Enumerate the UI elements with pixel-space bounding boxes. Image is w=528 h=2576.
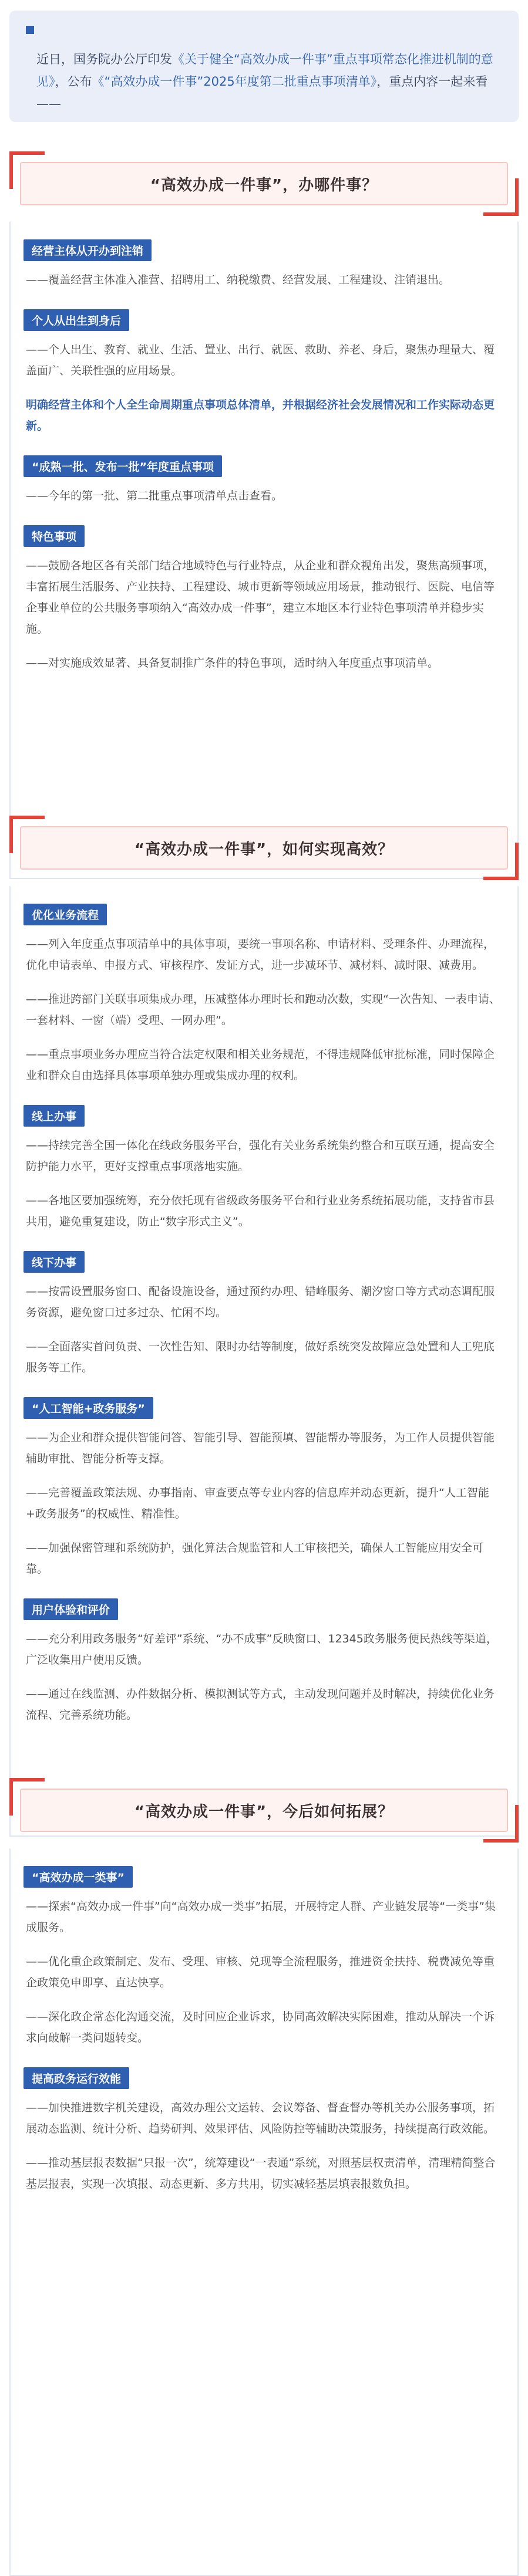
section-header [9,816,519,880]
paragraph: ——充分利用政务服务“好差评”系统、“办不成事”反映窗口、12345政务服务便民热线等渠道，广泛收集用户使用反馈。 [26,1632,497,1666]
subheading-row [26,1593,502,1628]
section-title: “高效办成一件事”，办哪件事？ [20,162,508,205]
section-3 [9,1778,519,2576]
subheading-tag: “成熟一批、发布一批”年度重点事项 [23,455,222,477]
paragraph: ——加强保密管理和系统防护，强化算法合规监管和人工审核把关，确保人工智能应用安全可靠。 [26,1541,484,1576]
paragraph: ——探索“高效办成一件事”向“高效办成一类事”拓展，开展特定人群、产业链发展等“一类事”集成服务。 [26,1900,496,1934]
section-body [9,886,519,1837]
intro-text-1: 近日，国务院办公厅印发 [36,52,172,66]
section-header [9,151,519,216]
paragraph: ——完善覆盖政策法规、办事指南、审查要点等专业内容的信息库并动态更新，提升“人工智能+政务服务”的权威性、精准性。 [26,1486,489,1520]
subheading-tag: 线下办事 [23,1251,85,1273]
subheading-tag: “人工智能+政务服务” [23,1397,153,1419]
subheading-tag: 经营主体从开办到注销 [23,239,152,261]
doc-link-2[interactable]: 《“高效办成一件事”2025年度第二批重点事项清单》 [92,75,377,89]
subheading-row [26,303,502,339]
subheading-tag: 优化业务流程 [23,904,107,925]
paragraph: ——按需设置服务窗口、配备设施设备，通过预约办理、错峰服务、潮汐窗口等方式动态调配服务资源，避免窗口过多过杂、忙闲不均。 [26,1285,495,1319]
intro-text [36,48,509,115]
paragraph: ——列入年度重点事项清单中的具体事项，要统一事项名称、申请材料、受理条件、办理流程，优化申请表单、申报方式、审核程序、发证方式，进一步减环节、减材料、减时限、减费用。 [26,938,495,972]
section-1 [9,151,519,879]
intro-box [9,11,519,122]
subheading-row [26,1245,502,1281]
section-title: “高效办成一件事”，今后如何拓展？ [20,1789,508,1832]
subheading-row [26,1860,502,1896]
section-body [9,222,519,879]
paragraph: ——个人出生、教育、就业、生活、置业、出行、就医、救助、养老、身后，聚焦办理量大、覆盖面广、关联性强的应用场景。 [26,343,495,377]
paragraph: ——覆盖经营主体准入准营、招聘用工、纳税缴费、经营发展、工程建设、注销退出。 [26,273,450,286]
subheading-tag: “高效办成一类事” [23,1866,133,1888]
paragraph: ——各地区要加强统筹，充分依托现有省级政务服务平台和行业业务系统拓展功能，支持省市县共用，避免重复建设，防止“数字形式主义”。 [26,1194,495,1228]
subheading-tag: 特色事项 [23,525,85,547]
doc-link-1[interactable]: 《关于健全“高效办成一件事”重点事项常态化推进机制的意见》 [36,52,493,89]
paragraph: ——通过在线监测、办件数据分析、模拟测试等方式，主动发现问题并及时解决，持续优化业务流程、完善系统功能。 [26,1688,495,1722]
subheading-tag: 个人从出生到身后 [23,309,129,331]
subheading-tag: 用户体验和评价 [23,1598,118,1620]
paragraph: ——优化重企政策制定、发布、受理、审核、兑现等全流程服务，推进资金扶持、税费减免等重企政策免申即享、直达快享。 [26,1955,495,1989]
subheading-row [26,1099,502,1135]
square-bullet-icon [26,26,34,34]
subheading-row [26,234,502,269]
paragraph: ——持续完善全国一体化在线政务服务平台，强化有关业务系统集约整合和互联互通，提高安全防护能力水平，更好支撑重点事项落地实施。 [26,1139,495,1173]
paragraph: ——深化政企常态化沟通交流，及时回应企业诉求，协同高效解决实际困难，推动从解决一个诉求向破解一类问题转变。 [26,2010,495,2044]
intro-text-3: ，重点内容一起来看—— [36,75,488,111]
paragraph: ——鼓励各地区各有关部门结合地域特色与行业特点，从企业和群众视角出发，聚焦高频事项，丰富拓展生活服务、产业扶持、工程建设、城市更新等领域应用场景，推动银行、医院、电信等企事业单位的公共服务事项纳入“高效办成一件事”，建立本地区本行业特色事项清单并稳步实施。 [26,559,495,635]
section-title: “高效办成一件事”，如何实现高效？ [20,826,508,870]
subheading-row [26,1391,502,1427]
paragraph: ——全面落实首问负责、一次性告知、限时办结等制度，做好系统突发故障应急处置和人工兜底服务等工作。 [26,1340,495,1374]
paragraph: ——对实施成效显著、具备复制推广条件的特色事项，适时纳入年度重点事项清单。 [26,657,439,670]
subheading-row [26,449,502,485]
paragraph: ——重点事项业务办理应当符合法定权限和相关业务规范，不得违规降低审批标准，同时保障企业和群众自由选择具体事项单独办理或集成办理的权利。 [26,1048,495,1082]
subheading-tag: 线上办事 [23,1105,85,1127]
subheading-tag: 提高政务运行效能 [23,2067,129,2089]
section-2 [9,816,519,1837]
paragraph: 明确经营主体和个人全生命周期重点事项总体清单，并根据经济社会发展情况和工作实际动态更新。 [26,398,495,432]
paragraph: ——为企业和群众提供智能问答、智能引导、智能预填、智能帮办等服务，为工作人员提供智能辅助审批、智能分析等支撑。 [26,1431,495,1465]
intro-text-2: ，公布 [55,75,92,89]
subheading-row [26,519,502,555]
paragraph: ——今年的第一批、第二批重点事项清单点击查看。 [26,489,283,502]
paragraph: ——推动基层报表数据“只报一次”，统筹建设“一表通”系统，对照基层权责清单，清理精简整合基层报表，实现一次填报、动态更新、多方共用，切实减轻基层填表报数负担。 [26,2156,496,2190]
subheading-row [26,898,502,934]
section-header [9,1778,519,1843]
subheading-row [26,2061,502,2097]
paragraph: ——推进跨部门关联事项集成办理，压减整体办理时长和跑动次数，实现“一次告知、一表申请、一套材料、一窗（端）受理、一网办理”。 [26,993,500,1027]
paragraph: ——加快推进数字机关建设，高效办理公文运转、会议筹备、督查督办等机关办公服务事项，拓展动态监测、统计分析、趋势研判、效果评估、风险防控等辅助决策服务，持续提高行政效能。 [26,2101,495,2135]
section-body [9,1848,519,2576]
